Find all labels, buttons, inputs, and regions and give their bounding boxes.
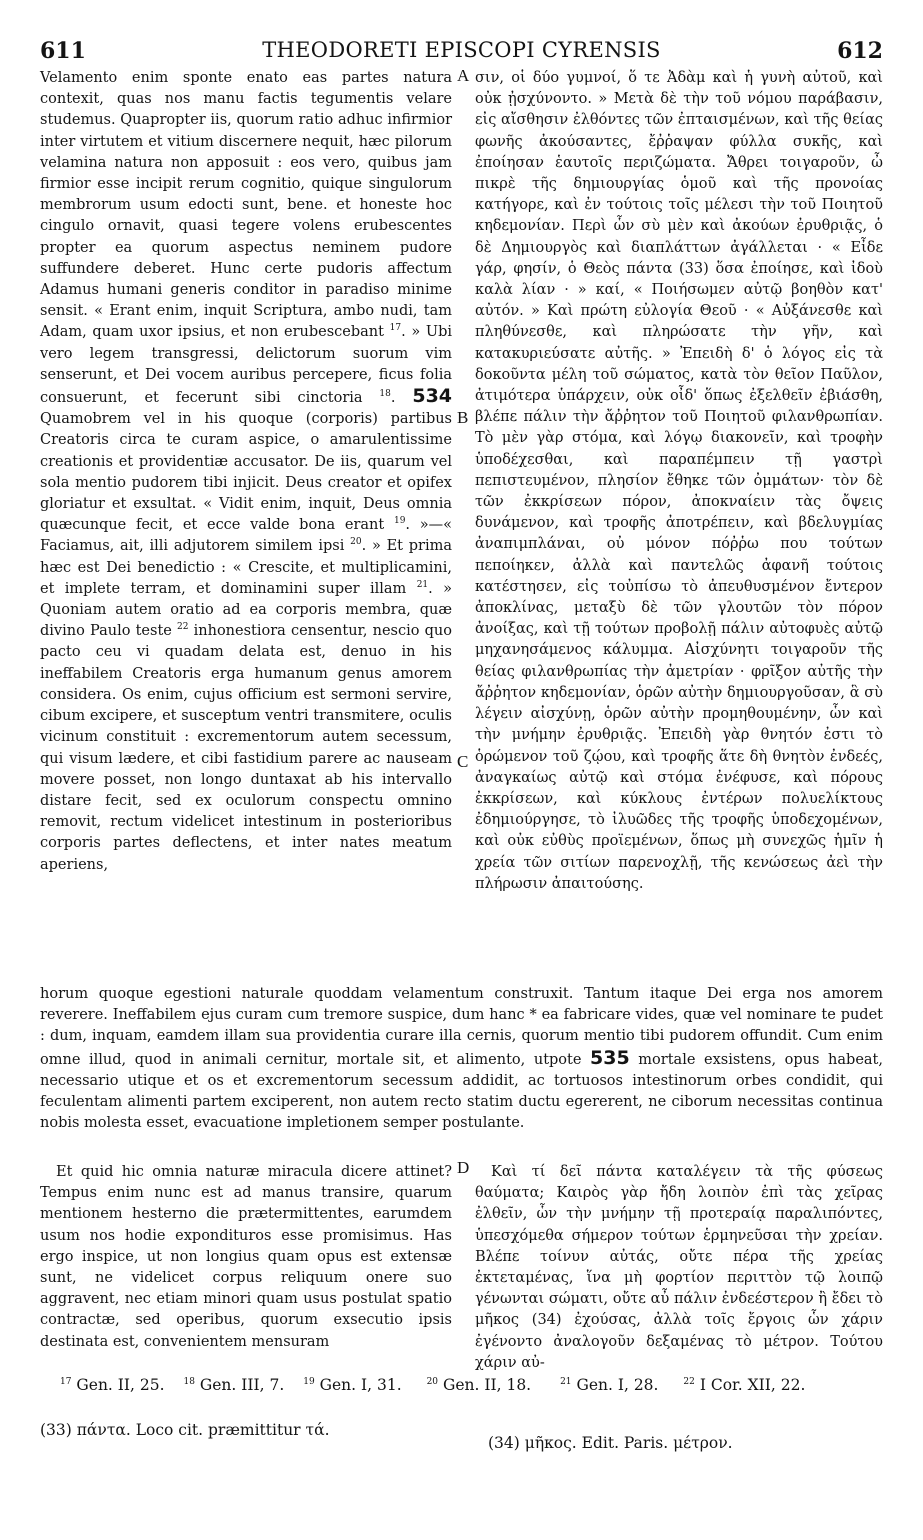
ref-item: $^{21}$ Gen. I, 28.	[560, 1376, 659, 1394]
ref-item: $^{20}$ Gen. II, 18.	[426, 1376, 532, 1394]
latin-text: Velamento enim sponte enato eas partes natura contexit, quas nos manu factis tegumentis velare studemus. Quapropter iis, quorum ratio adhuc infirmior inter virtutem et vitium discernere nequit, hæc pilorum velamina natura non apposuit : eos vero, quibus jam firmior esse incipit rerum cognitio, quique singulorum membrorum usum edocti sunt, bene. et honeste hoc cingulo ornavit, quasi tegere volens erubescentes propter ea quorum aspectus neminem pudore suffundere deberet. Hunc certe pudoris affectum Adamus humani generis conditor in paradiso minime sensit. « Erant enim, inquit Scriptura, ambo nudi, tam Adam, quam uxor ipsius, et non erubescebant	[40, 70, 452, 341]
footnote-33: (33) πάντα. Loco cit. præmittitur τά.	[40, 1421, 330, 1439]
reference-mark: 20	[350, 537, 362, 548]
latin-text: Quamobrem vel in his quoque (corporis) partibus Creatoris circa te curam aspice, o amarulentissime creationis et providentiæ accusator. De iis, quarum vel sola mentio pudorem tibi injicit. Deus creator et opifex gloriatur et exsultat. « Vidit enim, inquit, Deus omnia quæcunque fecit, et ecce valde bona erant	[40, 411, 452, 534]
reference-mark: 18	[379, 389, 391, 400]
margin-letter-c: C	[457, 752, 469, 771]
latin-text: . »—« Faciamus, ait, illi adjutorem similem ipsi	[40, 517, 453, 555]
margin-letter-a: A	[457, 66, 470, 85]
margin-letter-b: B	[457, 408, 469, 427]
ref-item: $^{17}$ Gen. II, 25.	[60, 1376, 165, 1394]
ref-item: $^{19}$ Gen. I, 31.	[303, 1376, 402, 1394]
scripture-references	[60, 1376, 883, 1394]
page-number-left: 611	[40, 38, 86, 64]
running-title: THEODORETI EPISCOPI CYRENSIS	[262, 38, 661, 62]
column-number: 535	[590, 1046, 630, 1069]
latin-text: .	[390, 390, 413, 407]
latin-column-bottom: Et quid hic omnia naturæ miracula dicere attinet? Tempus enim nunc est ad manus transire, quarum mentionem hesterno die prætermittentes, earumdem usum nos hodie expondituros esse promisimus. Has ergo inspice, ut non longius quam opus est extensæ sunt, ne videlicet corpus reliquum onere suo aggravent, nec etiam minori quam usus postulat spatio contractæ, sed operibus, quorum exsecutio ipsis destinata est, convenientem mensuram	[40, 1164, 452, 1350]
reference-mark: 19	[393, 516, 406, 527]
page-number-right: 612	[837, 38, 883, 64]
latin-full-width	[40, 984, 883, 1134]
footnote-34: (34) μῆκος. Edit. Paris. μέτρον.	[488, 1434, 733, 1452]
latin-text: horum quoque egestioni naturale quoddam velamentum construxit. Tantum itaque Dei erga nos amorem reverere. Ineffabilem ejus curam cum tremore suspice, dum hanc * ea fabricare vides, quæ vel nominare te pudet : dum, inquam, eamdem illam sua providentia curare illa cernis, quorum mentio tibi pudorem offundit. Cum enim omne illud, quod in animali cernitur, mortale sit, et alimento, utpote	[40, 986, 883, 1068]
greek-column-top: σιν, οἱ δύο γυμνοί, ὅ τε Ἀδὰμ καὶ ἡ γυνὴ αὐτοῦ, καὶ οὐκ ᾐσχύνοντο. » Μετὰ δὲ τὴν τοῦ νόμου παράβασιν, εἰς αἴσθησιν ἐλθόντες τῶν ἐπταισμένων, καὶ τῆς θείας φωνῆς ἀκούσαντες, ἔῤῥαψαν φύλλα συκῆς, καὶ ἐποίησαν ἑαυτοῖς περιζώματα. Ἄθρει τοιγαροῦν, ὦ πικρὲ τῆς δημιουργίας ὁμοῦ καὶ τῆς προνοίας κατήγορε, καὶ ἐν τούτοις τοῖς μέλεσι τὴν τοῦ Ποιητοῦ κηδεμονίαν. Περὶ ὧν σὺ μὲν καὶ ἀκούων ἐρυθριᾷς, ὁ δὲ Δημιουργὸς καὶ διαπλάττων ἀγάλλεται · « Εἶδε γάρ, φησίν, ὁ Θεὸς πάντα (33) ὅσα ἐποίησε, καὶ ἰδοὺ καλὰ λίαν · » καί, « Ποιήσωμεν αὐτῷ βοηθὸν κατ' αὐτόν. » Καὶ πρώτη εὐλογία Θεοῦ · « Αὐξάνεσθε καὶ πληθύνεσθε, καὶ πληρώσατε τὴν γῆν, καὶ κατακυριεύσατε αὐτῆς. » Ἐπειδὴ δ' ὁ λόγος εἰς τὰ δοκοῦντα μέλη τοῦ σώματος, κατὰ τὸν θεῖον Παῦλον, ἀτιμότερα ὑπάρχειν, οὐκ οἶδ' ὅπως ἐξελθεῖν ἐβιάσθη, βλέπε πάλιν τὴν ἄῤῥητον τοῦ Ποιητοῦ φιλανθρωπίαν. Τὸ μὲν γὰρ στόμα, καὶ λόγῳ διακονεῖν, καὶ τροφὴν ὑποδέχεσθαι, καὶ παραπέμπειν τῇ γαστρὶ πεπιστευμένον, πλησίον ἔθηκε τῶν ὀμμάτων· τὸν δὲ τῶν ἐκκρίσεων πόρον, ἀποκναίειν τὰς ὄψεις δυνάμενον, καὶ τροφῆς ἀποτρέπειν, καὶ βδελυγμίας ἀναπιμπλάναι, οὐ μόνον πόῤῥω που τούτων πεποίηκεν, ἀλλὰ καὶ παντελῶς ἀφανῆ τούτοις κατέστησεν, εἰς τοὐπίσω τὸ ἀπευθυσμένον ἔντερον ἀποκλίνας, μεταξὺ δὲ τῶν γλουτῶν τὸν πόρον ἀνοίξας, καὶ τῇ τούτων προβολῇ πάλιν αὐτοφυὲς αὐτῷ μηχανησάμενος κάλυμμα. Αἰσχύνητι τοιγαροῦν τῆς θείας φιλανθρωπίας τὴν ἀμετρίαν · φρῖξον αὐτῆς τὴν ἄῤῥητον κηδεμονίαν, ὁρῶν αὐτὴν δημιουργοῦσαν, ἃ σὺ λέγειν αἰσχύνῃ, ὁρῶν αὐτὴν προμηθουμένην, ὧν καὶ τὴν μνήμην ἐρυθριᾷς. Ἐπειδὴ γὰρ θνητόν ἐστι τὸ ὁρώμενον τοῦ ζῴου, καὶ τροφῆς ἅτε δὴ θνητὸν ἐνδεές, ἀναγκαίως αὐτῷ καὶ στόμα ἐνέφυσε, καὶ πόρους ἐκκρίσεων, καὶ κύκλους ἐντέρων πολυελίκτους ἐδημιούργησε, τὸ ἰλυῶδες τῆς τροφῆς ὑποδεχομένων, καὶ οὐκ εὐθὺς προϊεμένων, ὅπως μὴ συνεχῶς ἡμῖν ἡ χρεία τῶν σιτίων παρενοχλῇ, τῆς κενώσεως ἀεὶ τὴν πλήρωσιν ἀπαιτούσης.	[475, 70, 883, 892]
latin-text: . » Quoniam autem oratio ad ea corporis membra, quæ divino Paulo teste	[40, 580, 453, 640]
latin-text: . » Et prima hæc est Dei benedictio : « Crescite, et multiplicamini, et implete terram, et dominamini super illam	[40, 538, 453, 597]
latin-text: mortale exsistens, opus habeat, necessario utique et os et excrementorum secessum addidit, ac tortuosos intestinorum orbes condidit, qui feculentam alimenti partem exciperent, non autem recto statim ductu egererent, ne ciborum necessitas continua nobis molesta esset, evacuatione impletionem semper postulante.	[40, 1051, 883, 1132]
running-header	[40, 38, 883, 66]
ref-item: $^{18}$ Gen. III, 7.	[183, 1376, 285, 1394]
latin-column-top	[40, 68, 452, 876]
latin-text: . » Ubi vero legem transgressi, delictorum suorum vim senserunt, et Dei vocem auribus percepere, ficus folia consuerunt, et fecerunt sibi cinctoria	[40, 324, 452, 407]
margin-letter-d: D	[457, 1158, 470, 1177]
reference-mark: 21	[416, 580, 429, 591]
latin-text: inhonestiora censentur, nescio quo pacto ceu vi quadam delata est, denuo in his ineffabilem Creatoris erga humanum genus amorem considera. Os enim, cujus officium est sermoni servire, cibum excipere, et susceptum ventri transmitere, oculis vicinum constituit : excrementorum autem secessum, qui visum lædere, et cibi fastidium parere ac nauseam movere posset, non longo duntaxat ab his intervallo distare fecit, sed ex oculorum conspectu omnino removit, rectum videlicet intestinum in posterioribus corporis partes deflectens, et inter nates meatum aperiens,	[40, 623, 452, 873]
reference-mark: 17	[389, 323, 402, 334]
reference-mark: 22	[177, 622, 189, 633]
ref-item: $^{22}$ I Cor. XII, 22.	[683, 1376, 806, 1394]
column-number: 534	[412, 385, 453, 408]
greek-column-bottom: Καὶ τί δεῖ πάντα καταλέγειν τὰ τῆς φύσεως θαύματα; Καιρὸς γὰρ ἤδη λοιπὸν ἐπὶ τὰς χεῖρας ἐλθεῖν, ὧν τὴν μνήμην τῇ προτεραίᾳ παραλιπόντες, ὑπεσχόμεθα σήμερον τούτων ἑρμηνεῦσαι τὴν χρείαν. Βλέπε τοίνυν αὐτάς, οὔτε πέρα τῆς χρείας ἐκτεταμένας, ἵνα μὴ φορτίον περιττὸν τῷ λοιπῷ γένωνται σώματι, οὔτε αὖ πάλιν ἐνδεέστερον ἢ ἔδει τὸ μῆκος (34) ἐχούσας, ἀλλὰ τοῖς ἔργοις ὧν χάριν ἐγένοντο ἀναλογοῦν δεξαμένας τὸ μέτρον. Τούτου χάριν αὐ-	[475, 1164, 883, 1371]
